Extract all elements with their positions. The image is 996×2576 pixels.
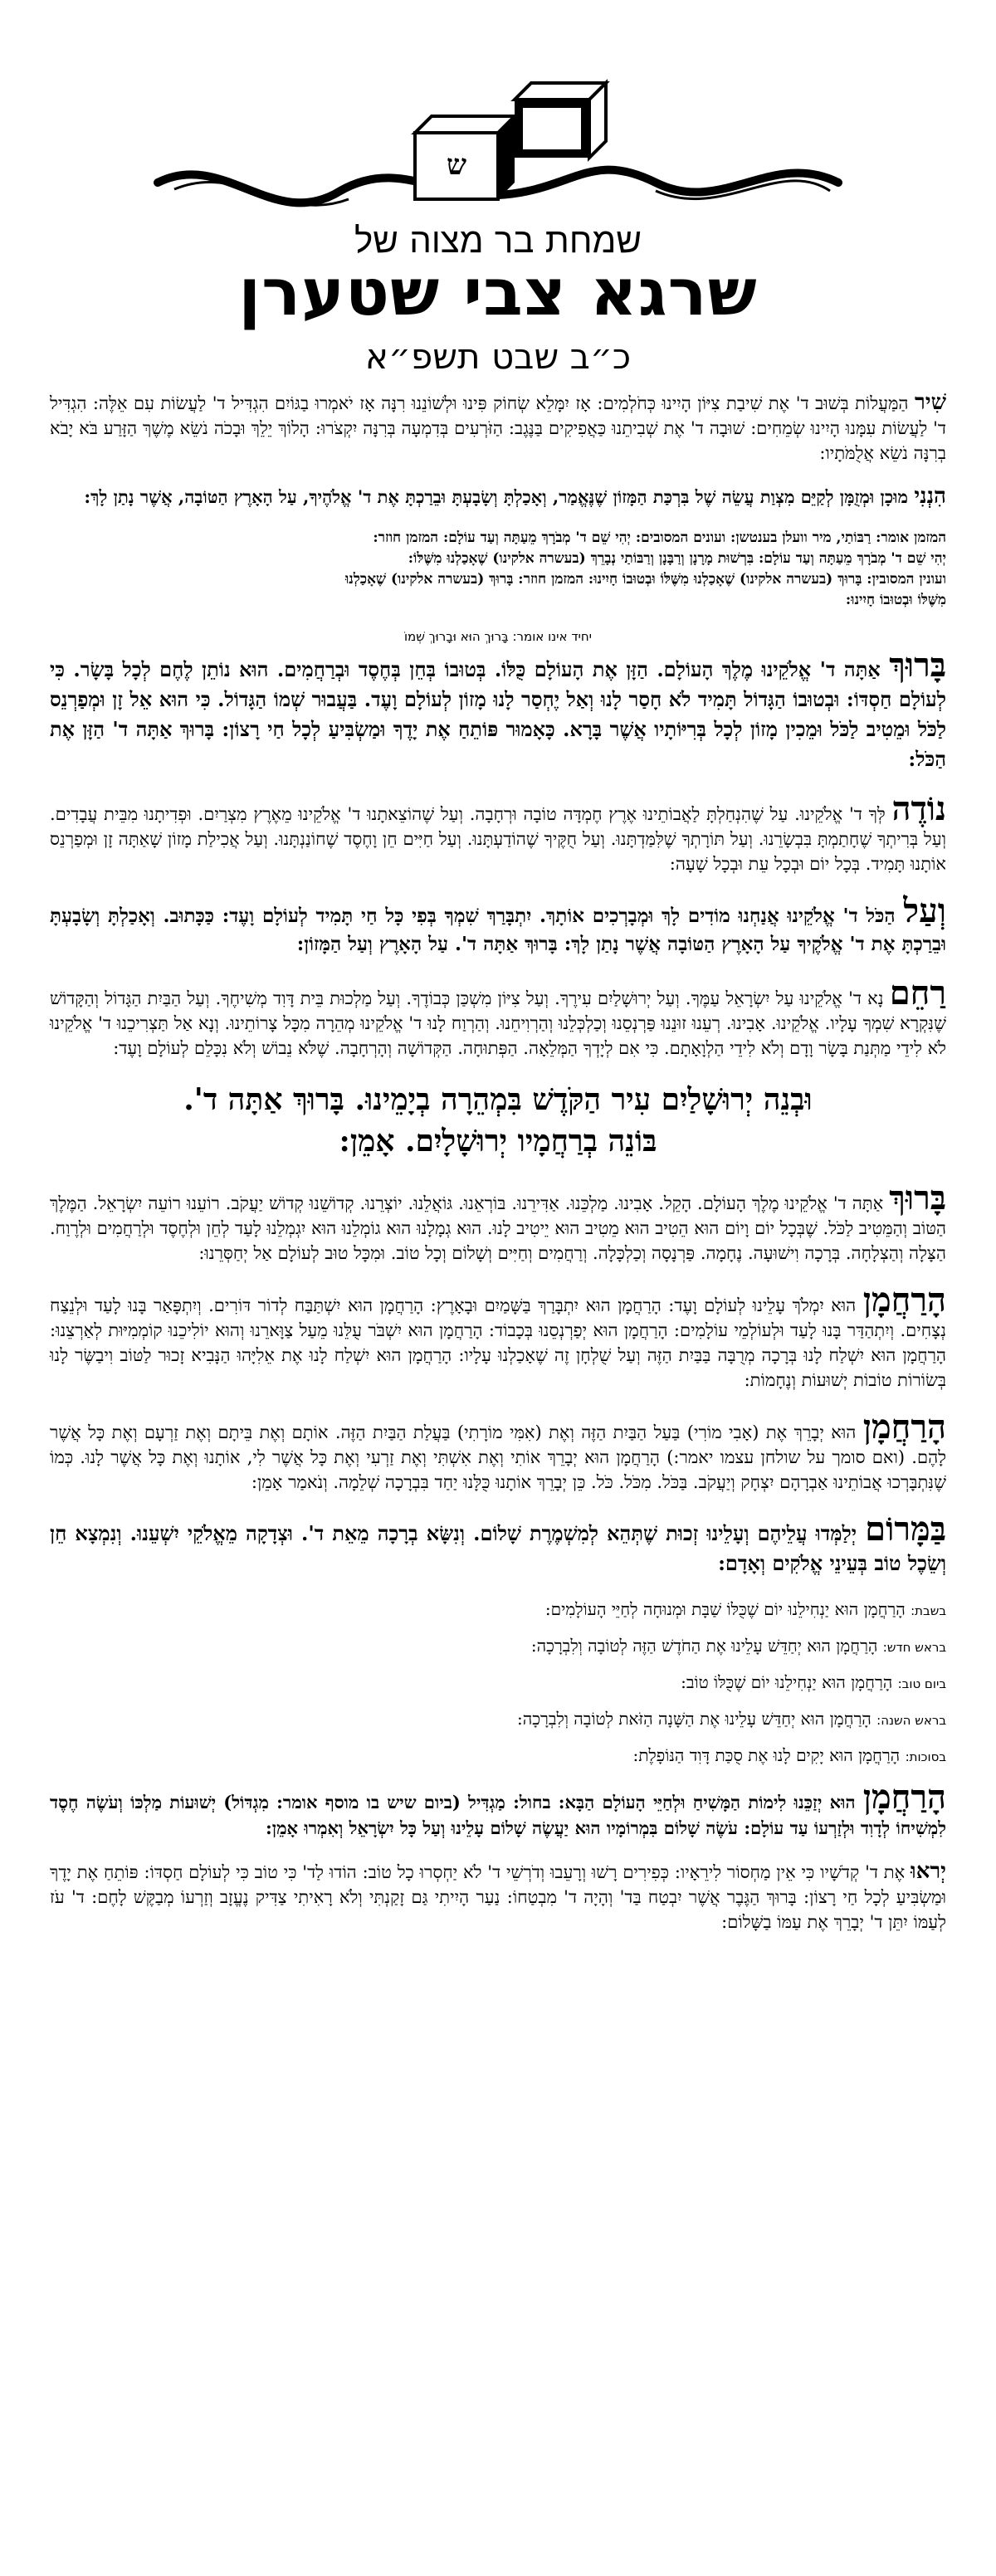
paragraph-text: הַכֹּל ד' אֱלֹקֵינוּ אֲנַחְנוּ מוֹדִים לָךְ וּמְבָרְכִים אוֹתָךְ. יִתְבָּרַךְ שִׁמְךָ בְּפִי כָּל חַי תָּמִיד לְעוֹלָם וָעֶד: כַּכָּתוּב. וְאָכַלְתָּ וְשָׂבָעְתָּ וּבֵרַכְתָּ אֶת ד' אֱלֹקֶיךָ עַל הָאָרֶץ הַטּוֹבָה אֲשֶׁר נָתַן לָךְ: בָּרוּךְ אַתָּה ד'. עַל הָאָרֶץ וְעַל הַמָּזוֹן:	[50, 905, 946, 955]
lead-word: בַּמָּרוֹם	[865, 1510, 946, 1549]
lead-word: בָּרוּךְ	[889, 646, 946, 685]
zimun-line: המזמן אומר: רַבּוֹתַי, מיר וועלן בענטשן: ועונים המסובים: יְהִי שֵׁם ד' מְבֹרָךְ מֵעַתָּה וְעַד עוֹלָם: המזמן חוזר:	[373, 529, 946, 546]
svg-text:ש: ש	[446, 149, 467, 182]
occasion-tag: בראש חדש:	[882, 1640, 946, 1655]
paragraph-text: נָא ד' אֱלֹקֵינוּ עַל יִשְׂרָאֵל עַמֶּךָ. וְעַל יְרוּשָׁלַיִם עִירֶךָ. וְעַל צִיּוֹן מִשְׁכַּן כְּבוֹדֶךָ. וְעַל מַלְכוּת בֵּית דָּוִד מְשִׁיחֶךָ. וְעַל הַבַּיִת הַגָּדוֹל וְהַקָּדוֹשׁ שֶׁנִּקְרָא שִׁמְךָ עָלָיו. אֱלֹקֵינוּ. אָבִינוּ. רְעֵנוּ זוּנֵנוּ פַּרְנְסֵנוּ וְכַלְכְּלֵנוּ וְהַרְוִיחֵנוּ. וְהַרְוַח לָנוּ ד' אֱלֹקֵינוּ מְהֵרָה מִכָּל צָרוֹתֵינוּ. וְנָא אַל תַּצְרִיכֵנוּ ד' אֱלֹקֵינוּ לֹא לִידֵי מַתְּנַת בָּשָׂר וָדָם וְלֹא לִידֵי הַלְוָאָתָם. כִּי אִם לְיָדְךָ הַמְּלֵאָה. הַפְּתוּחָה. הַקְּדוֹשָׁה וְהָרְחָבָה. שֶׁלֹּא נֵבוֹשׁ וְלֹא נִכָּלֵם לְעוֹלָם וָעֶד:	[50, 988, 946, 1058]
harachaman-list	[50, 1281, 946, 1393]
occasion-additions	[50, 1597, 946, 1769]
lead-word: הָרַחֲמָן	[862, 1281, 946, 1320]
paragraph-text: הַמַּעֲלוֹת בְּשׁוּב ד' אֶת שִׁיבַת צִיּוֹן הָיִינוּ כְּחֹלְמִים: אָז יִמָּלֵא שְׂחוֹק פִּינוּ וּלְשׁוֹנֵנוּ רִנָּה אָז יֹאמְרוּ בַגּוֹיִם הִגְדִּיל ד' לַעֲשׂוֹת עִם אֵלֶּה: הִגְדִּיל ד' לַעֲשׂוֹת עִמָּנוּ הָיִינוּ שְׂמֵחִים: שׁוּבָה ד' אֶת שְׁבִיתֵנוּ כַּאֲפִיקִים בַּנֶּגֶב: הַזֹּרְעִים בְּדִמְעָה בְּרִנָּה יִקְצֹרוּ: הָלוֹךְ יֵלֵךְ וּבָכֹה נֹשֵׂא מֶשֶׁךְ הַזָּרַע בֹּא יָבֹא בְרִנָּה נֹשֵׂא אֲלֻמֹּתָיו:	[50, 393, 946, 463]
uvneh-line: בּוֹנֵה בְרַחֲמָיו יְרוּשָׁלָיִם. אָמֵן:	[339, 1124, 657, 1159]
baruch-hazan	[50, 646, 946, 774]
occasion-text: הָרַחֲמָן הוּא יְחַדֵּשׁ עָלֵינוּ אֶת הַשָּׁנָה הַזֹּאת לְטוֹבָה וְלִבְרָכָה:	[516, 1709, 872, 1729]
occasion-text: הָרַחֲמָן הוּא יַנְחִילֵנוּ יוֹם שֶׁכֻּלּוֹ טוֹב:	[681, 1672, 893, 1692]
zimun-line: יְהִי שֵׁם ד' מְבֹרָךְ מֵעַתָּה וְעַד עוֹלָם: בִּרְשׁוּת מָרָנָן וְרַבָּנָן וְרַבּוֹתַי נְבָרֵךְ (בעשרה אלקינו) שֶׁאָכַלְנוּ מִשֶּׁלּוֹ:	[408, 550, 946, 567]
occasion-tag: בשבת:	[911, 1603, 946, 1618]
paragraph-text: אַתָּה ד' אֱלֹקֵינוּ מֶלֶךְ הָעוֹלָם. הַזָּן אֶת הָעוֹלָם כֻּלּוֹ. בְּטוּבוֹ בְּחֵן בְּחֶסֶד וּבְרַחֲמִים. הוּא נוֹתֵן לֶחֶם לְכָל בָּשָׂר. כִּי לְעוֹלָם חַסְדּוֹ: וּבְטוּבוֹ הַגָּדוֹל תָּמִיד לֹא חָסַר לָנוּ וְאַל יֶחְסַר לָנוּ מָזוֹן לְעוֹלָם וָעֶד. בַּעֲבוּר שְׁמוֹ הַגָּדוֹל. כִּי הוּא אֵל זָן וּמְפַרְנֵס לַכֹּל וּמֵטִיב לַכֹּל וּמֵכִין מָזוֹן לְכָל בְּרִיּוֹתָיו אֲשֶׁר בָּרָא. כָּאָמוּר פּוֹתֵחַ אֶת יָדֶךָ וּמַשְׂבִּיעַ לְכָל חַי רָצוֹן: בָּרוּךְ אַתָּה ד' הַזָּן אֶת הַכֹּל:	[50, 657, 946, 771]
lead-word: וְעַל	[903, 891, 946, 930]
event-date: כ״ב שבט תשפ״א	[364, 336, 632, 377]
lead-word: בָּרוּךְ	[889, 1178, 946, 1217]
yihei-note: יחיד אינו אומר: בָּרוּךְ הוּא וּבָרוּךְ שְׁמוֹ	[403, 629, 593, 644]
bamarom	[50, 1510, 946, 1578]
paragraph-text: אַתָּה ד' אֱלֹקֵינוּ מֶלֶךְ הָעוֹלָם. הָקֵל. אָבִינוּ. מַלְכֵּנוּ. אַדִּירֵנוּ. בּוֹרְאֵנוּ. גּוֹאֲלֵנוּ. יוֹצְרֵנוּ. קְדוֹשֵׁנוּ קְדוֹשׁ יַעֲקֹב. רוֹעֵנוּ רוֹעֵה יִשְׂרָאֵל. הַמֶּלֶךְ הַטּוֹב וְהַמֵּטִיב לַכֹּל. שֶׁבְּכָל יוֹם וָיוֹם הוּא הֵטִיב הוּא מֵטִיב הוּא יֵיטִיב לָנוּ. הוּא גְמָלָנוּ הוּא גוֹמְלֵנוּ הוּא יִגְמְלֵנוּ לָעַד לְחֵן וּלְחֶסֶד וּלְרַחֲמִים וּלְרֶוַח. הַצָּלָה וְהַצְלָחָה. בְּרָכָה וִישׁוּעָה. נֶחָמָה. פַּרְנָסָה וְכַלְכָּלָה. וְרַחֲמִים וְחַיִּים וְשָׁלוֹם וְכָל טוֹב. וּמִכָּל טוּב לְעוֹלָם אַל יְחַסְּרֵנוּ:	[50, 1193, 946, 1263]
paragraph-text: הוּא יְזַכֵּנוּ לִימוֹת הַמָּשִׁיחַ וּלְחַיֵּי הָעוֹלָם הַבָּא: בחול: מַגְדִּיל (ביום שיש בו מוסף אומר: מִגְדּוֹל) יְשׁוּעוֹת מַלְכּוֹ וְעֹשֶׂה חֶסֶד לִמְשִׁיחוֹ לְדָוִד וּלְזַרְעוֹ עַד עוֹלָם: עֹשֶׂה שָׁלוֹם בִּמְרוֹמָיו הוּא יַעֲשֶׂה שָׁלוֹם עָלֵינוּ וְעַל כָּל יִשְׂרָאֵל וְאִמְרוּ אָמֵן:	[50, 1792, 946, 1838]
occasion-text: הָרַחֲמָן הוּא יָקִים לָנוּ אֶת סֻכַּת דָּוִד הַנּוֹפָלֶת:	[632, 1745, 901, 1765]
lead-word: הָרַחֲמָן	[862, 1408, 946, 1447]
harachaman-host	[50, 1408, 946, 1495]
occasion-tag: בראש השנה:	[876, 1713, 946, 1728]
harachaman-mashiach	[50, 1778, 946, 1841]
baruch-hatov	[50, 1178, 946, 1266]
nodeh	[50, 789, 946, 876]
paragraph-text: אֶת ד' קְדֹשָׁיו כִּי אֵין מַחְסוֹר לִירֵאָיו: כְּפִירִים רָשׁוּ וְרָעֵבוּ וְדֹרְשֵׁי ד' לֹא יַחְסְרוּ כָל טוֹב: הוֹדוּ לַד' כִּי טוֹב כִּי לְעוֹלָם חַסְדּוֹ: פּוֹתֵחַ אֶת יָדֶךָ וּמַשְׂבִּיעַ לְכָל חַי רָצוֹן: בָּרוּךְ הַגֶּבֶר אֲשֶׁר יִבְטַח בַּד' וְהָיָה ד' מִבְטַחוֹ: נַעַר הָיִיתִי גַּם זָקַנְתִּי וְלֹא רָאִיתִי צַדִּיק נֶעֱזָב וְזַרְעוֹ מְבַקֶּשׁ לָחֶם: ד' עֹז לְעַמּוֹ יִתֵּן ד' יְבָרֵךְ אֶת עַמּוֹ בַשָּׁלוֹם:	[50, 1862, 946, 1932]
occasion-line	[50, 1633, 946, 1660]
occasion-line	[50, 1743, 946, 1769]
occasion-line	[50, 1706, 946, 1733]
paragraph-text: לְּךָ ד' אֱלֹקֵינוּ. עַל שֶׁהִנְחַלְתָּ לַאֲבוֹתֵינוּ אֶרֶץ חֶמְדָּה טוֹבָה וּרְחָבָה. וְעַל שֶׁהוֹצֵאתָנוּ ד' אֱלֹקֵינוּ מֵאֶרֶץ מִצְרַיִם. וּפְדִיתָנוּ מִבֵּית עֲבָדִים. וְעַל בְּרִיתְךָ שֶׁחָתַמְתָּ בִּבְשָׂרֵנוּ. וְעַל תּוֹרָתְךָ שֶׁלִּמַּדְתָּנוּ. וְעַל חֻקֶּיךָ שֶׁהוֹדַעְתָּנוּ. וְעַל חַיִּים חֵן וָחֶסֶד שֶׁחוֹנַנְתָּנוּ. וְעַל אֲכִילַת מָזוֹן שָׁאַתָּה זָן וּמְפַרְנֵס אוֹתָנוּ תָּמִיד. בְּכָל יוֹם וּבְכָל עֵת וּבְכָל שָׁעָה:	[50, 804, 946, 874]
zimun-line: מִשֶּׁלּוֹ וּבְטוּבוֹ חָיִינוּ:	[845, 592, 946, 608]
shir-hamaalos	[50, 390, 946, 466]
tefillin-icon	[124, 58, 872, 224]
lead-word: יְראוּ	[911, 1859, 946, 1884]
bar-mitzvah-name: שרגא צבי שטערן	[238, 256, 758, 330]
paragraph-text: הוּא יְבָרֵךְ אֶת (אָבִי מוֹרִי) בַּעַל הַבַּיִת הַזֶּה וְאֶת (אִמִּי מוֹרָתִי) בַּעֲלַת הַבַּיִת הַזֶּה. אוֹתָם וְאֶת בֵּיתָם וְאֶת זַרְעָם וְאֶת כָּל אֲשֶׁר לָהֶם. (ואם סומך על שולחן עצמו יאמר:) הָרַחֲמָן הוּא יְבָרֵךְ אוֹתִי וְאֶת אִשְׁתִּי וְאֶת זַרְעִי וְאֶת כָּל אֲשֶׁר לִי, אוֹתָנוּ וְאֶת כָּל אֲשֶׁר לָנוּ. כְּמוֹ שֶׁנִּתְבָּרְכוּ אֲבוֹתֵינוּ אַבְרָהָם יִצְחָק וְיַעֲקֹב. בַּכֹּל. מִכֹּל. כֹּל. כֵּן יְבָרֵךְ אוֹתָנוּ כֻּלָּנוּ יַחַד בִּבְרָכָה שְׁלֵמָה. וְנֹאמַר אָמֵן:	[50, 1422, 946, 1492]
lead-word: שִׁיר	[915, 390, 946, 415]
lead-word: הִנְנִי	[914, 484, 946, 509]
header	[0, 0, 996, 390]
yiru	[50, 1859, 946, 1934]
paragraph-text: הוּא יִמְלֹךְ עָלֵינוּ לְעוֹלָם וָעֶד: הָרַחֲמָן הוּא יִתְבָּרַךְ בַּשָּׁמַיִם וּבָאָרֶץ: הָרַחֲמָן הוּא יִשְׁתַּבַּח לְדוֹר דּוֹרִים. וְיִתְפָּאַר בָּנוּ לָעַד וּלְנֵצַח נְצָחִים. וְיִתְהַדַּר בָּנוּ לָעַד וּלְעוֹלְמֵי עוֹלָמִים: הָרַחֲמָן הוּא יְפַרְנְסֵנוּ בְּכָבוֹד: הָרַחֲמָן הוּא יִשְׁבֹּר עֻלֵּנוּ מֵעַל צַוָּארֵנוּ וְהוּא יוֹלִיכֵנוּ קוֹמְמִיּוּת לְאַרְצֵנוּ: הָרַחֲמָן הוּא יִשְׁלַח לָנוּ בְּרָכָה מְרֻבָּה בַּבַּיִת הַזֶּה וְעַל שֻׁלְחָן זֶה שֶׁאָכַלְנוּ עָלָיו: הָרַחֲמָן הוּא יִשְׁלַח לָנוּ אֶת אֵלִיָּהוּ הַנָּבִיא זָכוּר לַטּוֹב וִיבַשֶּׂר לָנוּ בְּשׂוֹרוֹת טוֹבוֹת יְשׁוּעוֹת וְנֶחָמוֹת:	[50, 1295, 946, 1390]
occasion-line	[50, 1597, 946, 1623]
occasion-text: הָרַחֲמָן הוּא יַנְחִילֵנוּ יוֹם שֶׁכֻּלּוֹ שַׁבָּת וּמְנוּחָה לְחַיֵּי הָעוֹלָמִים:	[544, 1599, 906, 1619]
bentcher-text	[50, 390, 946, 1953]
occasion-tag: בסוכות:	[905, 1749, 946, 1764]
paragraph-text: יְלַמְּדוּ עֲלֵיהֶם וְעָלֵינוּ זְכוּת שֶׁתְּהֵא לְמִשְׁמֶרֶת שָׁלוֹם. וְנִשָּׂא בְרָכָה מֵאֵת ד'. וּצְדָקָה מֵאֱלֹקֵי יִשְׁעֵנוּ. וְנִמְצָא חֵן וְשֵׂכֶל טוֹב בְּעֵינֵי אֱלֹקִים וְאָדָם:	[50, 1521, 946, 1575]
veal-hakol	[50, 891, 946, 959]
zimun	[50, 528, 946, 611]
paragraph-text: מוּכָן וּמְזֻמָּן לְקַיֵּם מִצְוַת עֲשֵׂה שֶׁל בִּרְכַּת הַמָּזוֹן שֶׁנֶּאֱמַר, וְאָכַלְתָּ וְשָׂבָעְתָּ וּבֵרַכְתָּ אֶת ד' אֱלֹהֶיךָ, עַל הָאָרֶץ הַטּוֹבָה, אֲשֶׁר נָתַן לָךְ:	[84, 486, 908, 507]
uvneh-yerushalayim	[50, 1079, 946, 1162]
zimun-line: ועונין המסובין: בָּרוּךְ (בעשרה אלקינו) שֶׁאָכַלְנוּ מִשֶּׁלּוֹ וּבְטוּבוֹ חָיִינוּ: המזמן חוזר: בָּרוּךְ (בעשרה אלקינו) שֶׁאָכַלְנוּ	[344, 571, 946, 588]
occasion-tag: ביום טוב:	[897, 1676, 946, 1691]
uvneh-line: וּבְנֵה יְרוּשָׁלַיִם עִיר הַקֹּדֶשׁ בִּמְהֵרָה בְיָמֵינוּ. בָּרוּךְ אַתָּה ד'.	[183, 1082, 813, 1117]
occasion-line	[50, 1670, 946, 1696]
lead-word: הָרַחֲמָן	[862, 1778, 946, 1817]
occasion-text: הָרַחֲמָן הוּא יְחַדֵּשׁ עָלֵינוּ אֶת הַחֹדֶשׁ הַזֶּה לְטוֹבָה וְלִבְרָכָה:	[530, 1636, 878, 1656]
subtitle: שמחת בר מצוה של	[354, 220, 642, 261]
rachem	[50, 973, 946, 1061]
lead-word: רַחֵם	[889, 973, 946, 1012]
lead-word: נוֹדֶה	[891, 789, 946, 828]
hineni	[50, 484, 946, 510]
